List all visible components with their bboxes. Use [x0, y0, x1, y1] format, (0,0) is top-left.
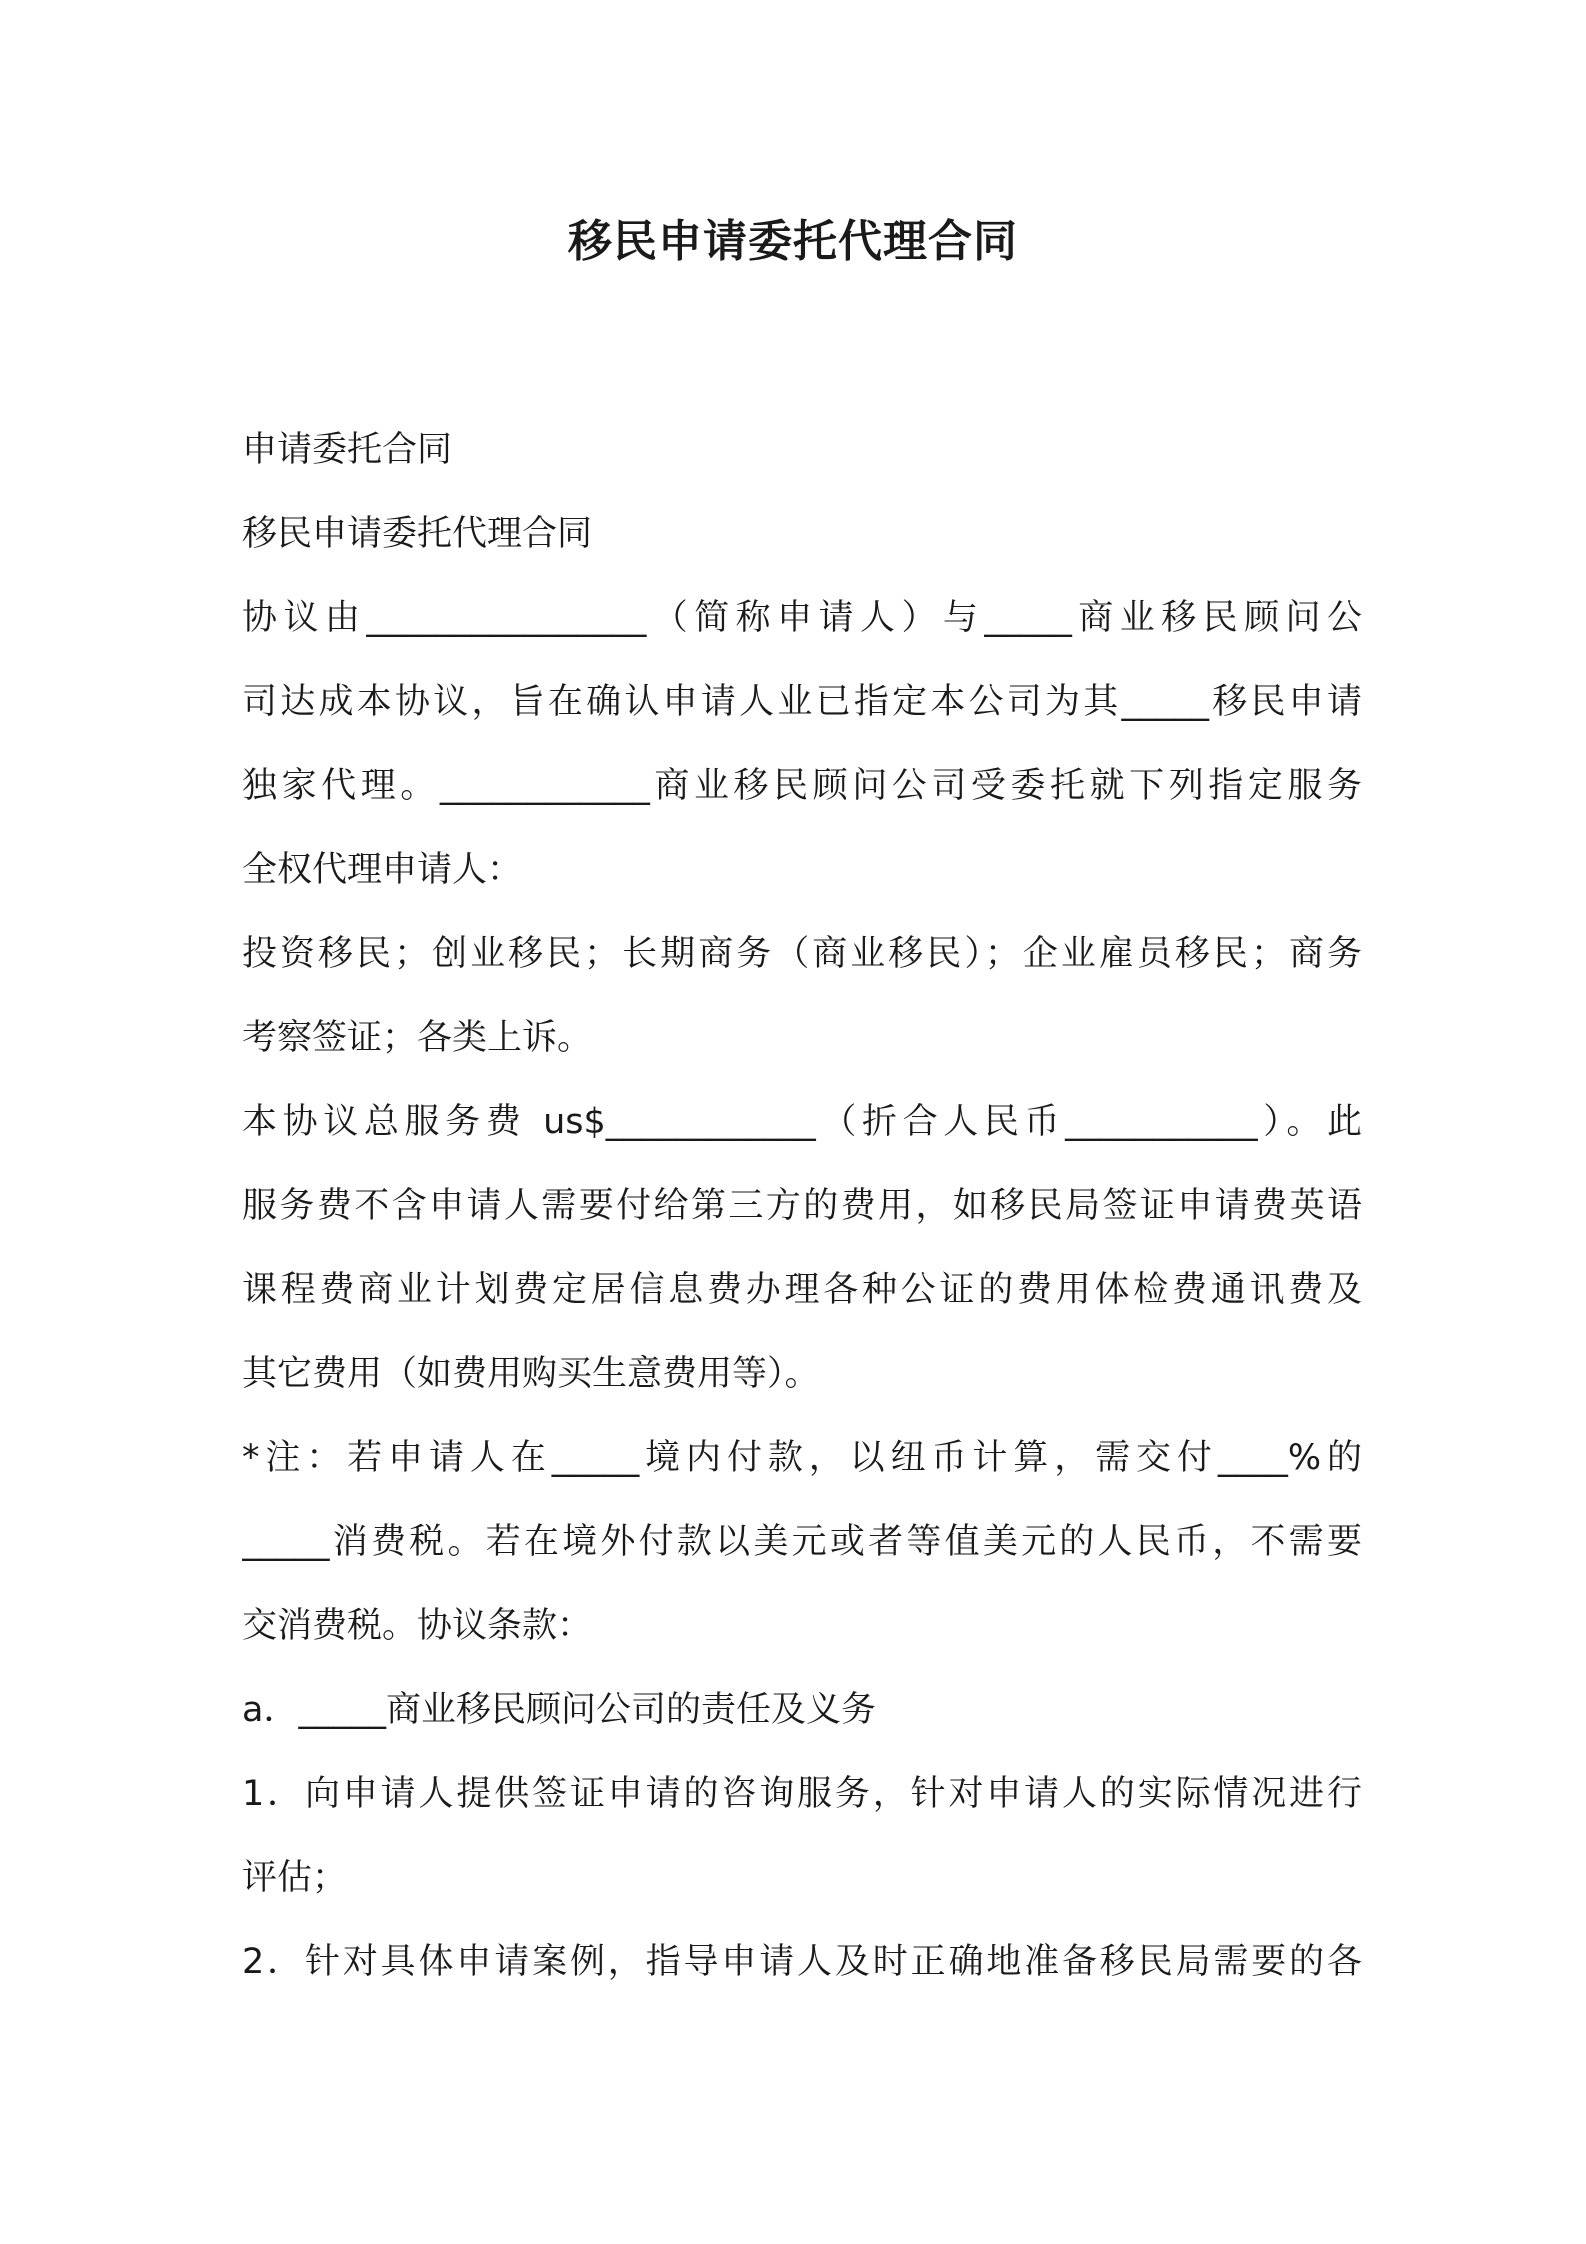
clause-item: 2．针对具体申请案例，指导申请人及时正确地准备移民局需要的各: [242, 1942, 1362, 1982]
paragraph-line: 本协议总服务费 us$____________（折合人民币___________）。此: [242, 1102, 1362, 1142]
paragraph-line: 投资移民；创业移民；长期商务（商业移民）；企业雇员移民；商务: [242, 934, 1362, 974]
paragraph-line: 考察签证；各类上诉。: [242, 1018, 593, 1058]
paragraph-line: 服务费不含申请人需要付给第三方的费用，如移民局签证申请费英语: [242, 1186, 1362, 1226]
paragraph-line: 交消费税。协议条款：: [242, 1606, 593, 1646]
document-body: [242, 408, 1362, 2004]
clause-item: 1．向申请人提供签证申请的咨询服务，针对申请人的实际情况进行: [242, 1774, 1362, 1814]
paragraph-line: 协议由________________（简称申请人）与_____商业移民顾问公: [242, 598, 1362, 638]
document-title: 移民申请委托代理合同: [568, 216, 1018, 267]
section-heading: 申请委托合同: [242, 430, 453, 470]
paragraph-line: 司达成本协议，旨在确认申请人业已指定本公司为其_____移民申请: [242, 682, 1362, 722]
paragraph-line: 全权代理申请人：: [242, 850, 523, 890]
clause-item: 评估；: [242, 1858, 348, 1898]
paragraph-line: 课程费商业计划费定居信息费办理各种公证的费用体检费通讯费及: [242, 1270, 1362, 1310]
paragraph-line: _____消费税。若在境外付款以美元或者等值美元的人民币，不需要: [242, 1522, 1362, 1562]
paragraph-line: 其它费用（如费用购买生意费用等）。: [242, 1354, 820, 1394]
paragraph-line: 独家代理。____________商业移民顾问公司受委托就下列指定服务: [242, 766, 1362, 806]
clause-heading: a．_____商业移民顾问公司的责任及义务: [242, 1690, 876, 1730]
paragraph-line: *注：若申请人在_____境内付款，以纽币计算，需交付____%的: [242, 1438, 1362, 1478]
contract-name: 移民申请委托代理合同: [242, 514, 593, 554]
